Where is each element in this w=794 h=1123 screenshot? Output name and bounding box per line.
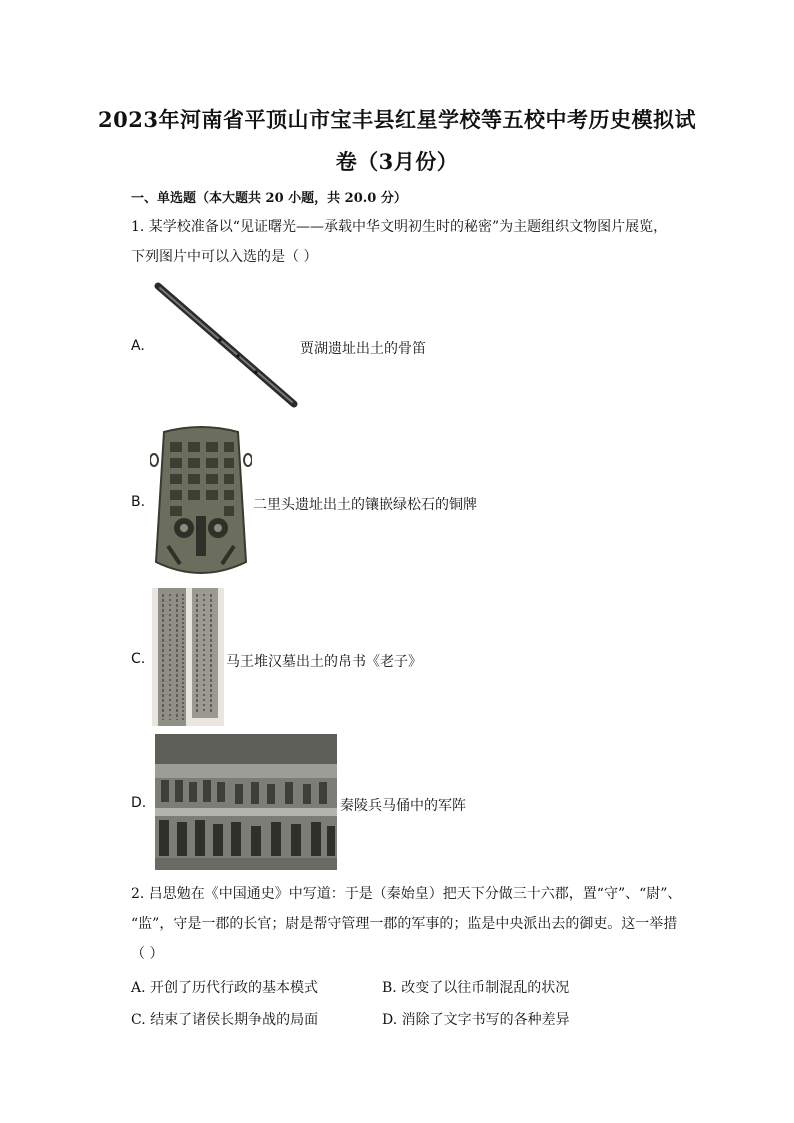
question-2-choice-c[interactable]: C. 结束了诸侯长期争战的局面 xyxy=(131,1012,319,1028)
option-a-caption: 贾湖遗址出土的骨笛 xyxy=(300,341,426,357)
section-header: 一、单选题（本大题共 20 小题，共 20.0 分） xyxy=(131,191,407,206)
question-2-stem-line-1: 2. 吕思勉在《中国通史》中写道：于是（秦始皇）把天下分做三十六郡，置“守”、“尉”、 xyxy=(131,886,682,902)
question-2-choice-d[interactable]: D. 消除了文字书写的各种差异 xyxy=(382,1012,570,1028)
option-b-caption: 二里头遗址出土的镶嵌绿松石的铜牌 xyxy=(253,497,477,513)
bronze-plaque-photo xyxy=(150,424,252,580)
question-2-stem-line-3: （ ） xyxy=(131,946,164,962)
question-1-stem-line-1: 1. 某学校准备以“见证曙光——承载中华文明初生时的秘密”为主题组织文物图片展览， xyxy=(131,219,668,235)
terracotta-army-photo xyxy=(155,734,337,870)
question-1-stem-line-2: 下列图片中可以入选的是（ ） xyxy=(131,249,318,265)
question-2-stem-line-2: “监”，守是一郡的长官；尉是帮守管理一郡的军事的；监是中央派出去的御吏。这一举措 xyxy=(131,916,678,932)
document-title-line-2: 卷（3月份） xyxy=(335,149,459,174)
option-b-letter[interactable]: B. xyxy=(131,494,146,510)
option-c-letter[interactable]: C. xyxy=(131,651,146,667)
option-a-letter[interactable]: A. xyxy=(131,338,145,354)
question-2-choice-a[interactable]: A. 开创了历代行政的基本模式 xyxy=(131,980,319,996)
silk-manuscript-photo xyxy=(152,588,224,726)
option-d-caption: 秦陵兵马俑中的军阵 xyxy=(340,798,466,814)
question-2-choice-b[interactable]: B. 改变了以往币制混乱的状况 xyxy=(382,980,570,996)
bone-flute-photo xyxy=(150,280,302,412)
option-c-caption: 马王堆汉墓出土的帛书《老子》 xyxy=(226,654,422,670)
option-d-letter[interactable]: D. xyxy=(131,795,147,811)
document-title-line-1: 2023年河南省平顶山市宝丰县红星学校等五校中考历史模拟试 xyxy=(98,107,696,132)
